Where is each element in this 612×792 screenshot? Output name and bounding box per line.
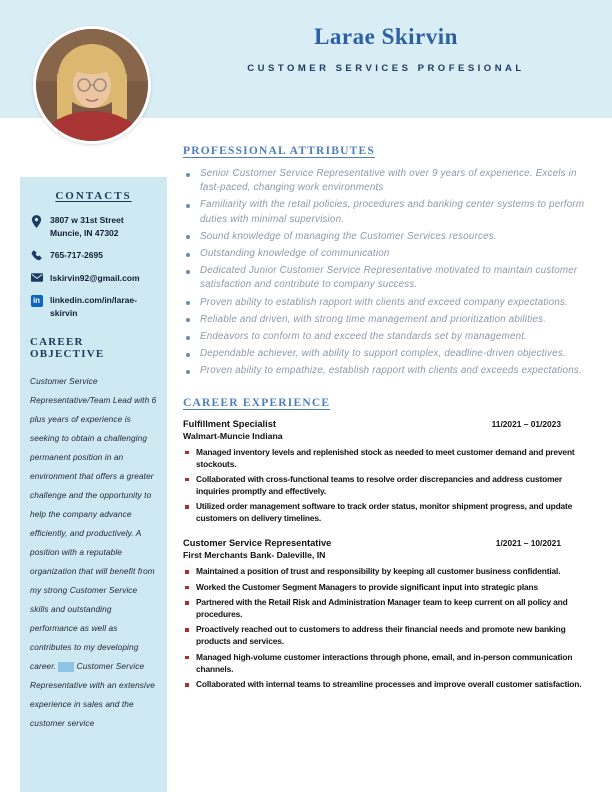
job-title: Customer Service Representative [183,538,332,549]
main-content [183,145,595,704]
job-company: First Merchants Bank- Daleville, IN [183,550,326,561]
job-bullet: Maintained a position of trust and responsibility by keeping all customer business confidential. [183,566,595,578]
avatar-illustration [36,29,148,141]
objective-part1: Customer Service Representative/Team Lead with 6 plus years of experience is seeking to obtain a challenging permanent position in an environment that offers a greater challenge and the opportunity to help the company advance efficiently, and productively. A position with a reputable organization that will benefit from my strong Customer Service skills and outstanding performance as well as contributes to my developing career. [30,376,157,672]
linkedin-glyph: in [31,295,43,307]
career-objective-heading: CAREER OBJECTIVE [30,336,105,361]
career-objective-text [30,372,157,733]
attribute-item: Reliable and driven, with strong time management and prioritization abilities. [183,313,595,327]
professional-attributes-list [183,167,595,379]
job-bullet: Collaborated with internal teams to streamline processes and improve overall customer satisfaction. [183,679,595,691]
attribute-item: Proven ability to empathize, establish rapport with clients and exceeds expectations. [183,364,595,378]
job-entry [183,419,595,526]
job-company: Walmart-Muncie Indiana [183,430,283,441]
location-pin-icon [30,214,43,228]
address-line2: Muncie, IN 47302 [50,228,119,239]
linkedin-row[interactable] [30,294,157,320]
address-line1: 3807 w 31st Street [50,215,124,225]
envelope-icon [30,272,43,282]
sidebar [20,177,167,792]
linkedin-icon [30,294,43,307]
job-bullet: Utilized order management software to track order status, monitor shipment progress, and update customers on delivery timelines. [183,501,595,525]
job-bullet: Managed inventory levels and replenished stock as needed to meet customer demand and prevent stockouts. [183,447,595,471]
phone-number: 765-717-2695 [50,250,103,261]
attribute-item: Sound knowledge of managing the Customer Services resources. [183,230,595,244]
attribute-item: Proven ability to establish rapport with clients and exceed company expectations. [183,296,595,310]
career-experience-heading: CAREER EXPERIENCE [183,396,331,409]
profile-photo [33,26,151,144]
job-entry [183,538,595,691]
linkedin-url[interactable]: linkedin.com/in/larae-skirvin [50,294,137,318]
job-dates: 11/2021 – 01/2023 [491,418,561,429]
address-row [30,214,157,240]
professional-title: CUSTOMER SERVICES PROFESIONAL [247,63,525,74]
job-bullet: Partnered with the Retail Risk and Administration Manager team to keep current on all policy and procedures. [183,597,595,621]
attribute-item: Senior Customer Service Representative with over 9 years of experience. Excels in fast-paced, changing work environments [183,167,595,195]
job-title: Fulfillment Specialist [183,418,276,429]
job-title-row [183,419,595,429]
job-title-row [183,538,595,548]
job-bullet: Worked the Customer Segment Managers to provide significant input into strategic plans [183,582,595,594]
attribute-item: Endeavors to conform to and exceed the standards set by management. [183,330,595,344]
header-name-block [170,24,602,74]
text-highlight-artifact [58,662,74,672]
job-bullet: Managed high-volume customer interactions through phone, email, and in-person communication channels. [183,652,595,676]
job-bullet-list [183,566,595,691]
objective-part2: Customer Service Representative with an extensive experience in sales and the customer service [30,661,155,729]
attribute-item: Dependable achiever, with ability to support complex, deadline-driven objectives. [183,347,595,361]
attribute-item: Dedicated Junior Customer Service Representative motivated to maintain customer satisfaction and contribute to company success. [183,264,595,292]
phone-icon [30,249,43,261]
contacts-heading: CONTACTS [55,190,132,202]
job-dates: 1/2021 – 10/2021 [495,538,561,549]
person-name: Larae Skirvin [314,24,458,49]
email-address[interactable]: lskirvin92@gmail.com [50,272,140,283]
email-row[interactable] [30,272,157,285]
job-bullet: Proactively reached out to customers to address their financial needs and promote new banking products and services. [183,624,595,648]
job-bullet: Collaborated with cross-functional teams to resolve order discrepancies and address customer inquiries promptly and effectively. [183,474,595,498]
attribute-item: Familiarity with the retail policies, procedures and banking center systems to perform duties with minimal supervision. [183,198,595,226]
phone-row [30,249,157,262]
professional-attributes-heading: PROFESSIONAL ATTRIBUTES [183,145,375,157]
address-text [50,214,124,240]
attribute-item: Outstanding knowledge of communication [183,247,595,261]
job-bullet-list [183,447,595,526]
